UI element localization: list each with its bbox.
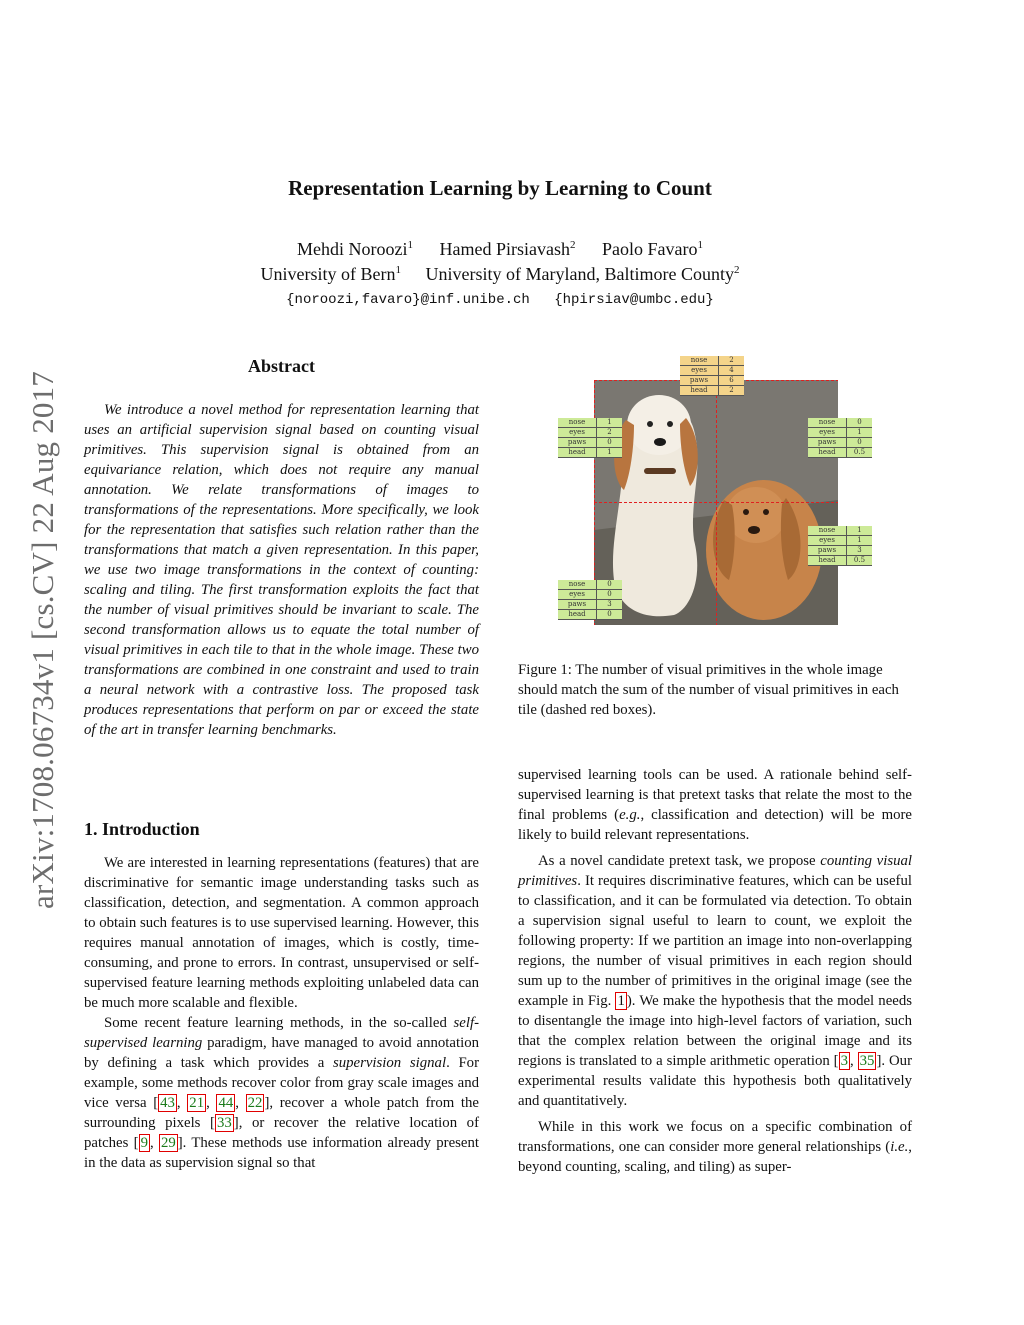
intro-paragraph-5: While in this work we focus on a specific combination of transformations, one can consider more general relationships (i.e., beyond counting, scaling, and tiling) as super- bbox=[518, 1119, 912, 1175]
arxiv-side-label: arXiv:1708.06734v1 [cs.CV] 22 Aug 2017 bbox=[25, 370, 60, 910]
count-table-top-right bbox=[808, 418, 872, 458]
citation-link[interactable]: 3 bbox=[840, 1053, 849, 1069]
intro-paragraph-2: Some recent feature learning methods, in the so-called self-supervised learning paradigm, have managed to avoid annotation by defining a task which provides a supervision signal. For example, some methods recover color from gray scale images and vice versa [ 43 , 21 , 44 , 22 ], recover a whole patch from the surrounding pixels [ 33 ], or recover the relative location of patches [ 9 , 29 ]. These methods use information already present in the data as supervision signal so that bbox=[84, 1015, 480, 1171]
table-row: head 0 bbox=[558, 610, 622, 620]
intro-paragraph-4: As a novel candidate pretext task, we propose counting visual primitives. It requires discriminative features, which can be useful to classification, and it can be formulated via detection. To obtain a supervision signal useful to learn to count, we exploit the following property: If we partition an image into non-overlapping regions, the number of visual primitives in each region should sum up to the number of primitives in the original image (see the example in Fig. 1 ). We make the hypothesis that the model needs to disentangle the image into high-level factors of variation, such that the complex relation between the original image and its regions is translated to a simple arithmetic operation [ 3 , 35 ]. Our experimental results validate this hypothesis both qualitatively and quantitatively. bbox=[518, 853, 912, 1109]
table-row: head 1 bbox=[558, 448, 622, 458]
count-table-bottom-right bbox=[808, 526, 872, 566]
paper-title: Representation Learning by Learning to Count bbox=[288, 176, 712, 200]
emails-line bbox=[0, 292, 1000, 308]
citation-link[interactable]: 43 bbox=[160, 1095, 175, 1111]
table-row: paws 0 bbox=[808, 438, 872, 448]
table-row: head 2 bbox=[680, 386, 744, 396]
citation-link[interactable]: 21 bbox=[189, 1095, 205, 1111]
figure-1 bbox=[556, 356, 876, 628]
count-table-top-left bbox=[558, 418, 622, 458]
affiliation-umbc: University of Maryland, Baltimore County$^2$ bbox=[425, 264, 740, 284]
count-table-bottom-left bbox=[558, 580, 622, 620]
email-bern: {noroozi,favaro}@inf.unibe.ch bbox=[286, 292, 530, 308]
citation-link[interactable]: 44 bbox=[218, 1095, 234, 1111]
figure-reference-link[interactable]: 1 bbox=[617, 993, 625, 1009]
table-row: eyes 4 bbox=[680, 366, 744, 376]
table-row: paws 3 bbox=[558, 600, 622, 610]
table-row: eyes 0 bbox=[558, 590, 622, 600]
author-pirsiavash: Hamed Pirsiavash$^2$ bbox=[439, 239, 576, 259]
affiliations-line bbox=[0, 264, 1000, 285]
intro-column-left bbox=[84, 853, 479, 1173]
table-row: head 0.5 bbox=[808, 448, 872, 458]
table-row: nose 1 bbox=[808, 526, 872, 536]
citation-link[interactable]: 33 bbox=[216, 1115, 232, 1131]
abstract-heading: Abstract bbox=[248, 356, 315, 376]
dogs-photo bbox=[594, 380, 838, 625]
table-row: nose 0 bbox=[808, 418, 872, 428]
table-row: eyes 1 bbox=[808, 428, 872, 438]
citation-link[interactable]: 22 bbox=[247, 1095, 263, 1111]
authors-line bbox=[0, 239, 1000, 260]
intro-column-right bbox=[518, 765, 912, 1177]
table-row: paws 3 bbox=[808, 546, 872, 556]
table-row: nose 0 bbox=[558, 580, 622, 590]
table-row: nose 1 bbox=[558, 418, 622, 428]
citation-link[interactable]: 35 bbox=[859, 1053, 875, 1069]
abstract-paragraph: We introduce a novel method for representation learning that uses an artificial supervision signal based on counting visual primitives. This supervision signal is obtained from an equivariance relation, which does not require any manual annotation. We relate transformations of images to transformations of the representations. More specifically, we look for the representation that satisfies such relation rather than the transformations that match a given representation. In this paper, we use two image transformations in the context of counting: scaling and tiling. The first transformation exploits the fact that the number of visual primitives should be invariant to scale. The second transformation allows us to equate the total number of visual primitives in each tile to that in the whole image. These two transformations are combined in one constraint and used to train a neural network with a contrastive loss. The proposed task produces representations that perform on par or exceed the state of the art in transfer learning benchmarks. bbox=[84, 402, 479, 738]
table-row: eyes 1 bbox=[808, 536, 872, 546]
table-row: eyes 2 bbox=[558, 428, 622, 438]
email-umbc: {hpirsiav@umbc.edu} bbox=[554, 292, 714, 308]
abstract-body bbox=[84, 400, 479, 740]
table-row: paws 6 bbox=[680, 376, 744, 386]
author-noroozi: Mehdi Noroozi$^1$ bbox=[297, 239, 413, 259]
intro-paragraph-1: We are interested in learning representations (features) that are discriminative for semantic image understanding tasks such as classification, detection, and segmentation. A common approach to obtain such features is to use supervised learning. However, this requires manual annotation of images, which is costly, time-consuming, and prone to errors. In contrast, unsupervised or self-supervised feature learning methods exploiting unlabeled data can be much more scalable and flexible. bbox=[84, 855, 479, 1011]
author-favaro: Paolo Favaro$^1$ bbox=[601, 239, 703, 259]
count-table-whole bbox=[680, 356, 744, 396]
table-row: nose 2 bbox=[680, 356, 744, 366]
table-row: head 0.5 bbox=[808, 556, 872, 566]
section-heading-introduction: 1. Introduction bbox=[84, 819, 200, 839]
citation-link[interactable]: 29 bbox=[160, 1135, 176, 1151]
table-row: paws 0 bbox=[558, 438, 622, 448]
intro-paragraph-3: supervised learning tools can be used. A rationale behind self-supervised learning is that pretext tasks that relate the most to the final problems (e.g., classification and detection) will be more likely to build relevant representations. bbox=[518, 767, 913, 843]
figure-caption: Figure 1: The number of visual primitives in the whole image should match the sum of the number of visual primitives in each tile (dashed red boxes). bbox=[518, 662, 899, 718]
affiliation-bern: University of Bern$^1$ bbox=[260, 264, 402, 284]
citation-link[interactable]: 9 bbox=[140, 1135, 148, 1151]
